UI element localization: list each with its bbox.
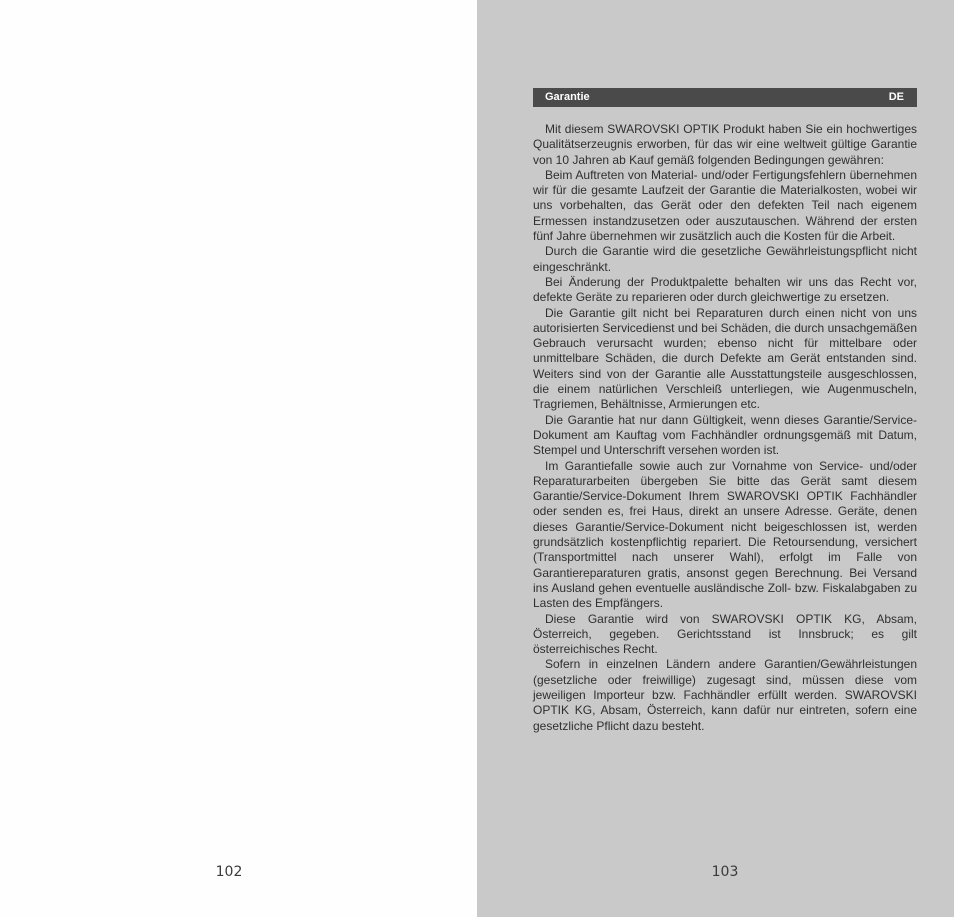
paragraph: Sofern in einzelnen Ländern andere Garantien/Gewährleistungen (gesetzliche oder freiwillige) zugesagt sind, müssen diese vom jeweiligen Importeur bzw. Fachhändler erfüllt werden. SWAROVSKI OPTIK KG, Absam, Österreich, kann dafür nur eintreten, sofern eine gesetzliche Pflicht dazu besteht. [533, 657, 917, 733]
language-code: DE [888, 91, 904, 103]
page-number-right: 103 [711, 864, 739, 880]
paragraph: Bei Änderung der Produktpalette behalten wir uns das Recht vor, defekte Geräte zu reparieren oder durch gleichwertige zu ersetzen. [533, 274, 917, 305]
paragraph: Die Garantie hat nur dann Gültigkeit, wenn dieses Garantie/Service-Dokument am Kauftag vom Fachhändler ordnungsgemäß mit Datum, Stempel und Unterschrift versehen worden ist. [533, 412, 917, 458]
warranty-text [533, 122, 917, 734]
paragraph: Mit diesem SWAROVSKI OPTIK Produkt haben Sie ein hochwertiges Qualitätserzeugnis erworben, für das wir eine weltweit gültige Garantie von 10 Jahren ab Kauf gemäß folgenden Bedingungen gewähren: [533, 122, 917, 167]
right-page [477, 0, 954, 917]
section-title: Garantie [545, 91, 590, 103]
paragraph: Die Garantie gilt nicht bei Reparaturen durch einen nicht von uns autorisierten Servicedienst und bei Schäden, die durch unsachgemäßen Gebrauch verursacht wurden; ebenso nicht für mittelbare oder unmittelbare Schäden, die durch Defekte am Gerät entstanden sind. Weiters sind von der Garantie alle Ausstattungsteile ausgeschlossen, die einem natürlichen Verschleiß unterliegen, wie Augenmuscheln, Tragriemen, Behältnisse, Armierungen etc. [533, 305, 917, 412]
page-number-left: 102 [215, 864, 243, 880]
paragraph: Im Garantiefalle sowie auch zur Vornahme von Service- und/oder Reparaturarbeiten übergeben Sie bitte das Gerät samt diesem Garantie/Service-Dokument Ihrem SWAROVSKI OPTIK Fachhändler oder senden es, frei Haus, direkt an unsere Adresse. Geräte, denen dieses Garantie/Service-Dokument nicht beigeschlossen ist, werden grundsätzlich kostenpflichtig repariert. Die Retoursendung, versichert (Transportmittel nach unserer Wahl), erfolgt im Falle von Garantiereparaturen gratis, ansonst gegen Berechnung. Bei Versand ins Ausland gehen eventuelle ausländische Zoll- bzw. Fiskalabgaben zu Lasten des Empfängers. [533, 458, 917, 611]
paragraph: Diese Garantie wird von SWAROVSKI OPTIK KG, Absam, Österreich, gegeben. Gerichtsstand ist Innsbruck; es gilt österreichisches Recht. [533, 611, 917, 657]
paragraph: Durch die Garantie wird die gesetzliche Gewährleistungspflicht nicht eingeschränkt. [533, 244, 917, 274]
paragraph: Beim Auftreten von Material- und/oder Fertigungsfehlern übernehmen wir für die gesamte Laufzeit der Garantie die Materialkosten, wobei wir uns vorbehalten, das Gerät oder den defekten Teil nach eigenem Ermessen instandzusetzen oder auszutauschen. Während der ersten fünf Jahre übernehmen wir zusätzlich auch die Kosten für die Arbeit. [533, 167, 917, 244]
section-header [533, 88, 917, 107]
